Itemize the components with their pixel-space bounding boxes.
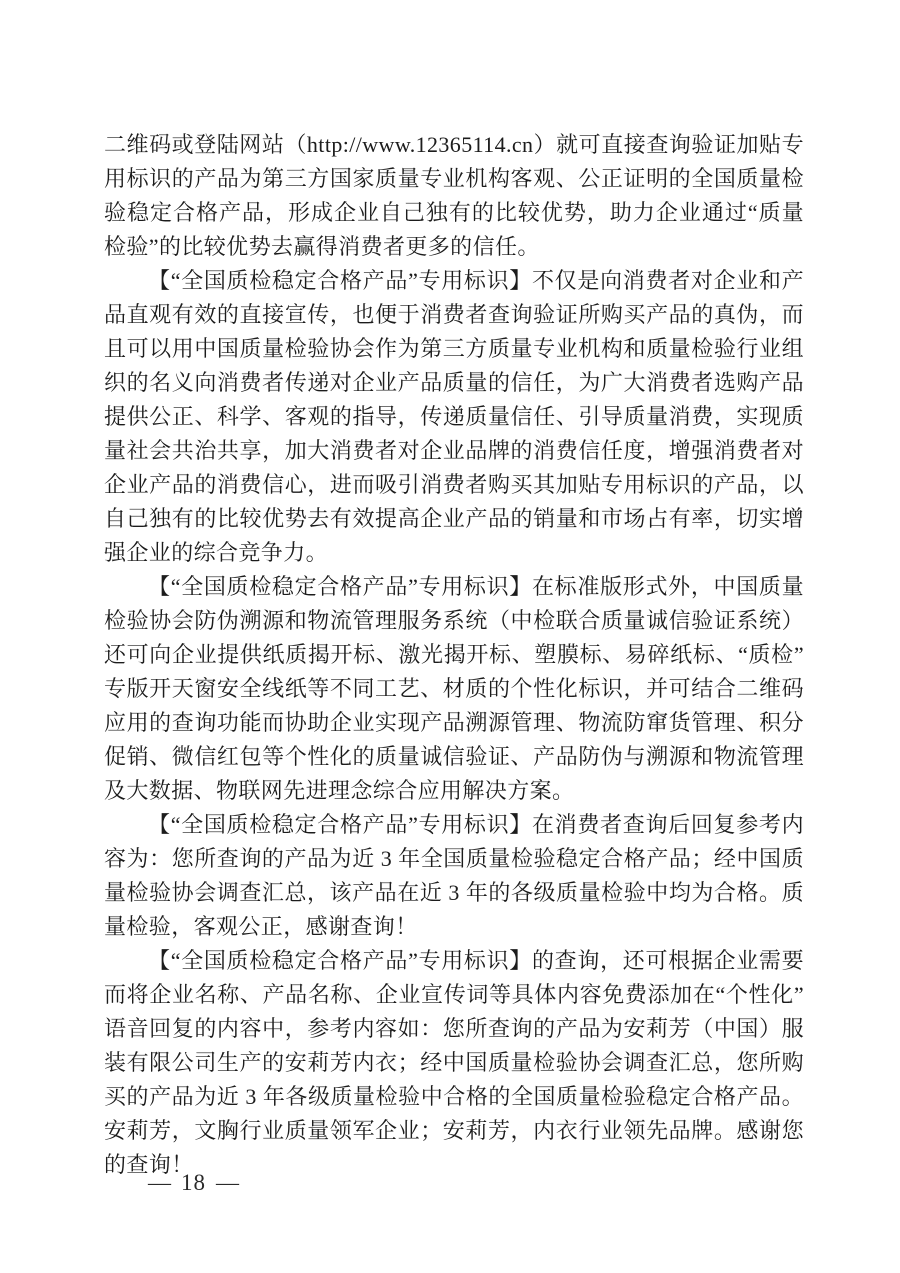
paragraph-4: 【“全国质检稳定合格产品”专用标识】在消费者查询后回复参考内容为：您所查询的产品为近 3 年全国质量检验稳定合格产品；经中国质量检验协会调查汇总，该产品在近 3 年的各级质量检验中均为合格。质量检验，客观公正，感谢查询！ <box>104 812 804 939</box>
paragraph-2: 【“全国质检稳定合格产品”专用标识】不仅是向消费者对企业和产品直观有效的直接宣传，也便于消费者查询验证所购买产品的真伪，而且可以用中国质量检验协会作为第三方质量专业机构和质量检验行业组织的名义向消费者传递对企业产品质量的信任，为广大消费者选购产品提供公正、科学、客观的指导，传递质量信任、引导质量消费，实现质量社会共治共享，加大消费者对企业品牌的消费信任度，增强消费者对企业产品的消费信心，进而吸引消费者购买其加贴专用标识的产品，以自己独有的比较优势去有效提高企业产品的销量和市场占有率，切实增强企业的综合竞争力。 <box>104 268 804 565</box>
paragraph-1: 二维码或登陆网站（http://www.12365114.cn）就可直接查询验证加贴专用标识的产品为第三方国家质量专业机构客观、公正证明的全国质量检验稳定合格产品，形成企业自己独有的比较优势，助力企业通过“质量检验”的比较优势去赢得消费者更多的信任。 <box>104 132 804 259</box>
page-number: 18 <box>181 1170 206 1195</box>
paragraph-5: 【“全国质检稳定合格产品”专用标识】的查询，还可根据企业需要而将企业名称、产品名称、企业宣传词等具体内容免费添加在“个性化”语音回复的内容中，参考内容如：您所查询的产品为安莉芳（中国）服装有限公司生产的安莉芳内衣；经中国质量检验协会调查汇总，您所购买的产品为近 3 年各级质量检验中合格的全国质量检验稳定合格产品。安莉芳，文胸行业质量领军企业；安莉芳，内衣行业领先品牌。感谢您的查询！ <box>104 948 804 1177</box>
footer-left-dash: — <box>148 1170 171 1195</box>
paragraph-3: 【“全国质检稳定合格产品”专用标识】在标准版形式外，中国质量检验协会防伪溯源和物流管理服务系统（中检联合质量诚信验证系统）还可向企业提供纸质揭开标、激光揭开标、塑膜标、易碎纸标、“质检”专版开天窗安全线纸等不同工艺、材质的个性化标识，并可结合二维码应用的查询功能而协助企业实现产品溯源管理、物流防窜货管理、积分促销、微信红包等个性化的质量诚信验证、产品防伪与溯源和物流管理及大数据、物联网先进理念综合应用解决方案。 <box>104 574 804 803</box>
document-body <box>104 128 804 1182</box>
footer-right-dash: — <box>216 1170 239 1195</box>
page-number-footer <box>138 1169 249 1197</box>
